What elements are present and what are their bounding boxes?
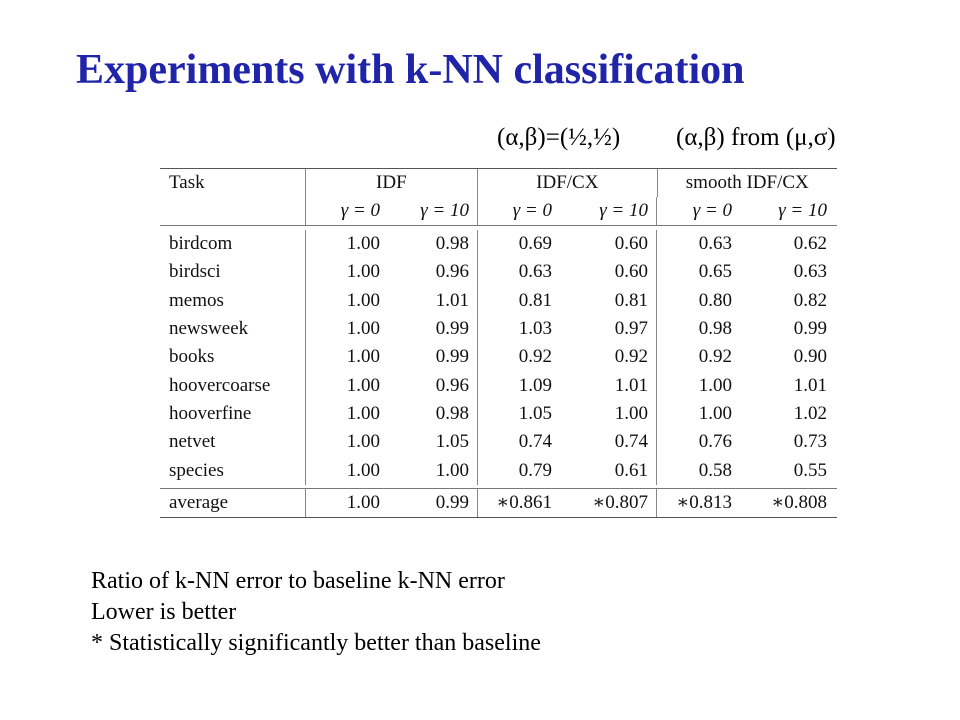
value-cell: 0.92 <box>560 343 657 371</box>
value-cell: 0.74 <box>560 428 657 456</box>
value-cell: 0.80 <box>698 289 732 311</box>
value-cell: 0.82 <box>793 289 827 311</box>
task-cell: netvet <box>160 428 306 456</box>
table-row <box>160 428 837 456</box>
value-cell: 1.01 <box>560 371 657 399</box>
gamma-label: γ = 10 <box>560 197 657 225</box>
value-cell: ∗0.813 <box>676 492 732 514</box>
subtitle-alpha-beta-from-mu-sigma: (α,β) from (μ,σ) <box>676 124 836 151</box>
value-cell: 0.63 <box>698 233 732 255</box>
value-cell: 0.81 <box>560 287 657 315</box>
table-row <box>160 258 837 286</box>
table-row <box>160 230 837 258</box>
value-cell: 1.00 <box>346 431 380 453</box>
value-cell: 0.62 <box>793 233 827 255</box>
value-cell: 0.63 <box>793 261 827 283</box>
value-cell: 0.74 <box>518 431 552 453</box>
value-cell: 1.00 <box>560 400 657 428</box>
value-cell: 0.76 <box>698 431 732 453</box>
value-cell: 1.00 <box>346 233 380 255</box>
table-gamma-header-row <box>160 197 837 226</box>
value-cell: 1.00 <box>698 374 732 396</box>
value-cell: 1.05 <box>388 428 478 456</box>
value-cell: 0.65 <box>698 261 732 283</box>
value-cell: 0.61 <box>560 456 657 484</box>
value-cell: 1.00 <box>346 346 380 368</box>
value-cell: 1.00 <box>346 491 380 513</box>
value-cell: 1.03 <box>518 318 552 340</box>
value-cell: 1.00 <box>346 261 380 283</box>
notes <box>91 566 541 659</box>
slide-title: Experiments with k-NN classification <box>76 47 745 93</box>
note-line: Ratio of k-NN error to baseline k-NN error <box>91 568 505 594</box>
table-row <box>160 287 837 315</box>
table-row <box>160 456 837 484</box>
value-cell: 1.00 <box>346 289 380 311</box>
note-line: Lower is better <box>91 599 237 625</box>
task-header-spacer <box>160 197 306 225</box>
value-cell: ∗0.861 <box>496 492 552 514</box>
gamma-label: γ = 0 <box>340 200 380 221</box>
value-cell: 0.98 <box>388 400 478 428</box>
note-line: * Statistically significantly better than baseline <box>91 630 541 656</box>
table-row-average <box>160 488 837 517</box>
group-header-smooth-idf-cx: smooth IDF/CX <box>685 172 809 193</box>
value-cell: 0.69 <box>518 233 552 255</box>
gamma-label: γ = 10 <box>778 200 827 221</box>
value-cell: 0.98 <box>698 318 732 340</box>
value-cell: 0.97 <box>560 315 657 343</box>
value-cell: 0.63 <box>518 261 552 283</box>
task-cell: newsweek <box>160 315 306 343</box>
value-cell: 0.99 <box>793 318 827 340</box>
task-cell: books <box>160 343 306 371</box>
value-cell: 0.96 <box>388 371 478 399</box>
table-row <box>160 400 837 428</box>
value-cell: ∗0.807 <box>560 489 657 517</box>
gamma-label: γ = 0 <box>512 200 552 221</box>
task-cell: birdcom <box>160 230 306 258</box>
group-header-idf-cx: IDF/CX <box>478 169 657 197</box>
value-cell: 1.01 <box>388 287 478 315</box>
value-cell: 1.00 <box>698 402 732 424</box>
value-cell: 0.60 <box>560 258 657 286</box>
value-cell: 1.01 <box>793 374 827 396</box>
value-cell: 0.92 <box>518 346 552 368</box>
value-cell: ∗0.808 <box>771 492 827 514</box>
table-row <box>160 343 837 371</box>
task-cell: hoovercoarse <box>160 371 306 399</box>
table-group-header-row <box>160 169 837 197</box>
task-cell: memos <box>160 287 306 315</box>
task-cell: hooverfine <box>160 400 306 428</box>
value-cell: 0.96 <box>388 258 478 286</box>
task-cell: birdsci <box>160 258 306 286</box>
value-cell: 0.60 <box>560 230 657 258</box>
table-row <box>160 371 837 399</box>
value-cell: 0.55 <box>793 459 827 481</box>
subtitle-alpha-beta-half: (α,β)=(½,½) <box>497 124 621 151</box>
value-cell: 0.92 <box>698 346 732 368</box>
value-cell: 0.99 <box>388 315 478 343</box>
gamma-label: γ = 10 <box>388 197 478 225</box>
task-cell: species <box>160 456 306 484</box>
value-cell: 0.98 <box>388 230 478 258</box>
task-cell: average <box>160 489 306 517</box>
results-table <box>160 168 837 518</box>
value-cell: 0.90 <box>793 346 827 368</box>
value-cell: 1.00 <box>346 318 380 340</box>
value-cell: 0.81 <box>518 289 552 311</box>
value-cell: 0.79 <box>518 459 552 481</box>
value-cell: 1.02 <box>793 402 827 424</box>
value-cell: 0.99 <box>388 343 478 371</box>
value-cell: 0.99 <box>388 489 478 517</box>
gamma-label: γ = 0 <box>692 200 732 221</box>
value-cell: 1.09 <box>518 374 552 396</box>
value-cell: 1.00 <box>346 374 380 396</box>
group-header-idf: IDF <box>306 169 478 197</box>
value-cell: 1.05 <box>518 402 552 424</box>
value-cell: 0.58 <box>698 459 732 481</box>
value-cell: 1.00 <box>388 456 478 484</box>
value-cell: 0.73 <box>793 431 827 453</box>
task-header: Task <box>160 169 306 197</box>
value-cell: 1.00 <box>346 459 380 481</box>
table-row <box>160 315 837 343</box>
value-cell: 1.00 <box>346 402 380 424</box>
